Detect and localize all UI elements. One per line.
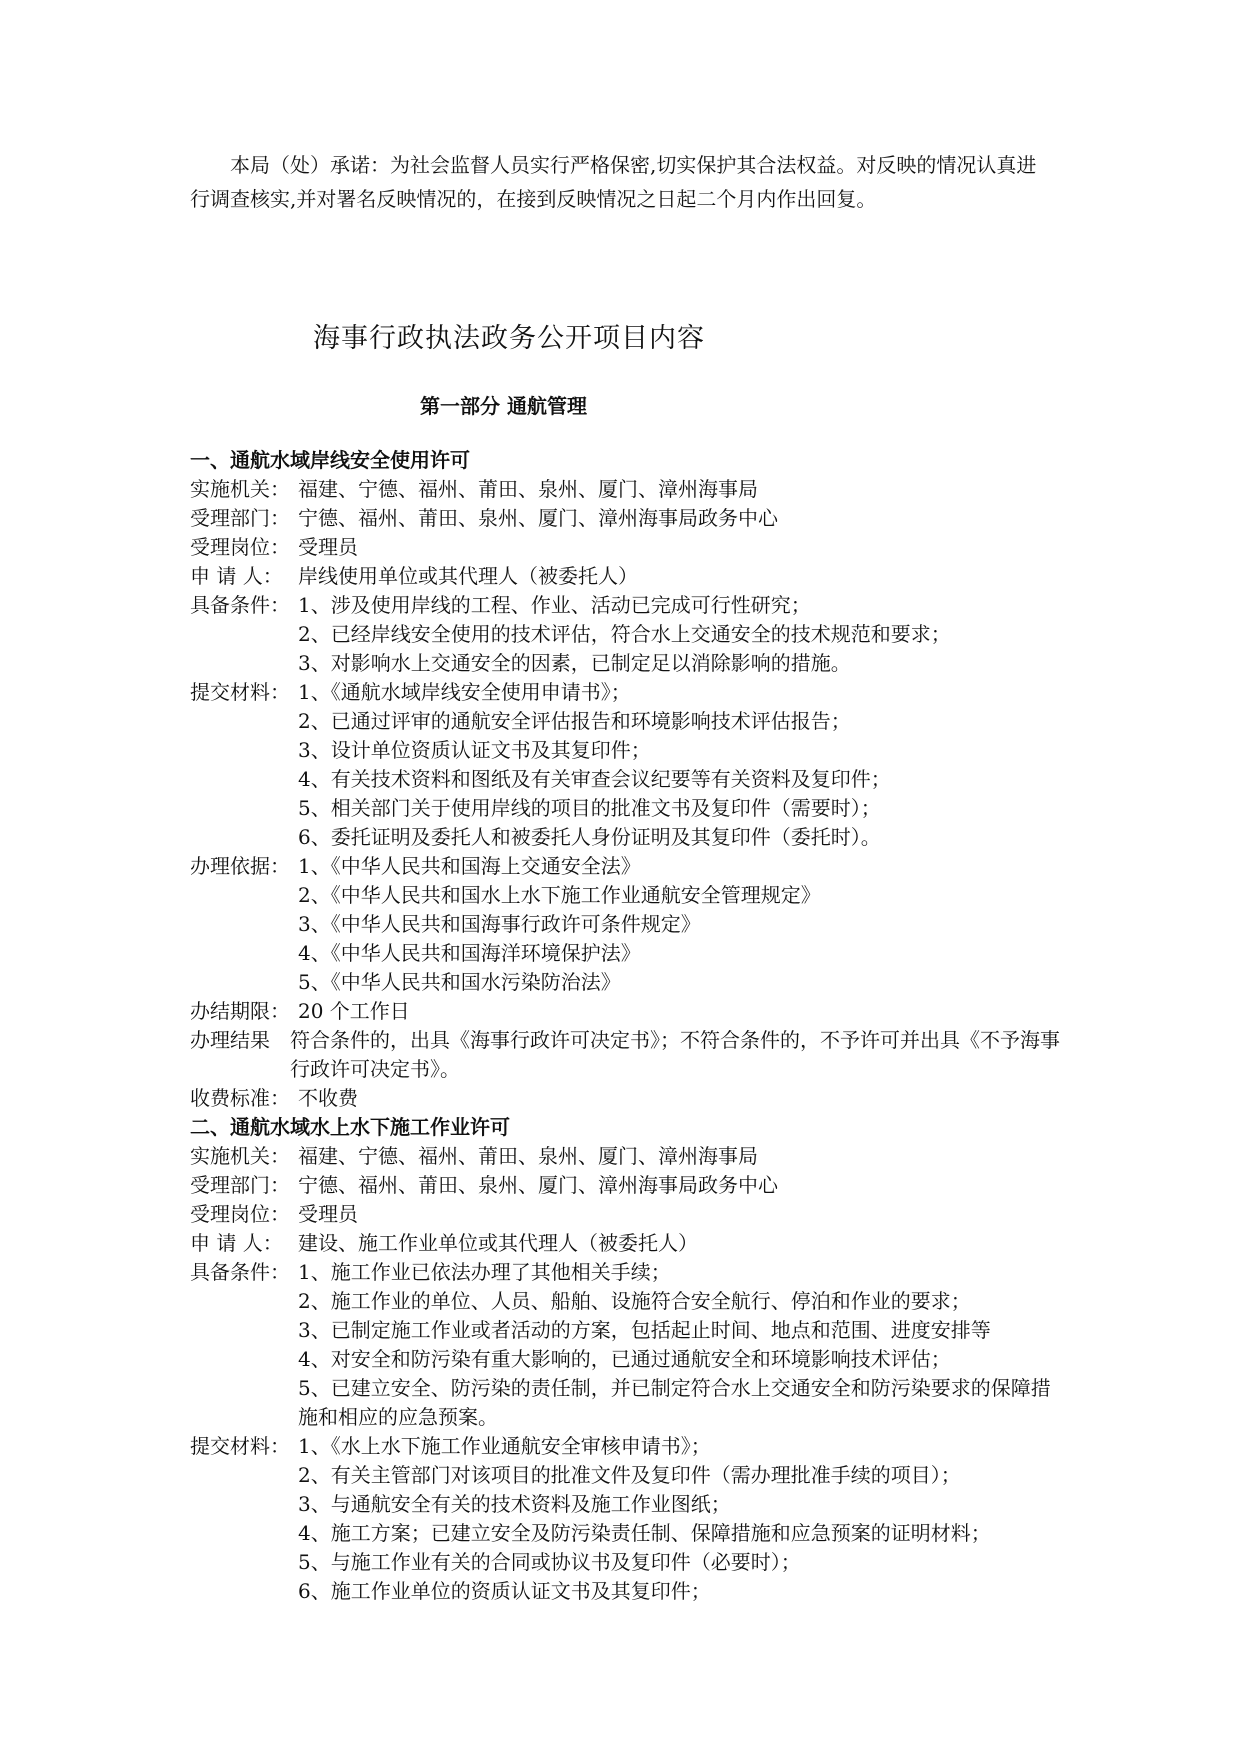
field-value: 受理员 — [298, 535, 358, 559]
field-label: 具备条件： — [190, 593, 290, 617]
field-conditions — [190, 1258, 1060, 1432]
list-item: 6、施工作业单位的资质认证文书及其复印件； — [298, 1579, 711, 1603]
list-item: 2、已经岸线安全使用的技术评估，符合水上交通安全的技术规范和要求； — [298, 622, 951, 646]
list-item: 1、《水上水下施工作业通航安全审核申请书》； — [298, 1434, 711, 1458]
field-label: 受理部门： — [190, 1173, 290, 1197]
list-item: 5、已建立安全、防污染的责任制，并已制定符合水上交通安全和防污染要求的保障措施和相应的应急预案。 — [298, 1376, 1051, 1429]
field-value: 不收费 — [298, 1086, 358, 1110]
intro-paragraph: 本局（处）承诺：为社会监督人员实行严格保密,切实保护其合法权益。对反映的情况认真进行调查核实,并对署名反映情况的，在接到反映情况之日起二个月内作出回复。 — [190, 153, 1037, 211]
field-fee — [190, 1084, 1060, 1113]
section-title: 二、通航水域水上水下施工作业许可 — [190, 1115, 510, 1139]
field-applicant — [190, 1229, 1060, 1258]
list-item: 3、已制定施工作业或者活动的方案，包括起止时间、地点和范围、进度安排等 — [298, 1318, 991, 1342]
field-label: 申 请 人： — [190, 1231, 283, 1255]
list-item: 5、《中华人民共和国水污染防治法》 — [298, 970, 621, 994]
list-item: 3、《中华人民共和国海事行政许可条件规定》 — [298, 912, 701, 936]
field-label: 提交材料： — [190, 1434, 290, 1458]
field-value: 宁德、福州、莆田、泉州、厦门、漳州海事局政务中心 — [298, 506, 778, 530]
field-label: 办理结果 — [190, 1028, 270, 1052]
conditions-list — [298, 1258, 1060, 1432]
list-item: 1、涉及使用岸线的工程、作业、活动已完成可行性研究； — [298, 593, 811, 617]
list-item: 1、施工作业已依法办理了其他相关手续； — [298, 1260, 671, 1284]
field-result — [190, 1026, 1060, 1084]
field-label: 受理岗位： — [190, 1202, 290, 1226]
list-item: 1、《中华人民共和国海上交通安全法》 — [298, 854, 641, 878]
field-conditions — [190, 591, 1060, 678]
field-org — [190, 475, 1060, 504]
conditions-list — [298, 591, 1060, 678]
field-materials — [190, 678, 1060, 852]
list-item: 5、与施工作业有关的合同或协议书及复印件（必要时）； — [298, 1550, 801, 1574]
field-value: 建设、施工作业单位或其代理人（被委托人） — [298, 1231, 698, 1255]
list-item: 2、《中华人民共和国水上水下施工作业通航安全管理规定》 — [298, 883, 821, 907]
field-materials — [190, 1432, 1060, 1606]
list-item: 4、《中华人民共和国海洋环境保护法》 — [298, 941, 641, 965]
field-label: 具备条件： — [190, 1260, 290, 1284]
field-value: 岸线使用单位或其代理人（被委托人） — [298, 564, 638, 588]
field-dept — [190, 504, 1060, 533]
field-label: 提交材料： — [190, 680, 290, 704]
field-post — [190, 1200, 1060, 1229]
field-applicant — [190, 562, 1060, 591]
materials-list — [298, 678, 1060, 852]
list-item: 5、相关部门关于使用岸线的项目的批准文书及复印件（需要时）； — [298, 796, 881, 820]
field-value: 宁德、福州、莆田、泉州、厦门、漳州海事局政务中心 — [298, 1173, 778, 1197]
field-value: 福建、宁德、福州、莆田、泉州、厦门、漳州海事局 — [298, 477, 758, 501]
field-label: 实施机关： — [190, 1144, 290, 1168]
list-item: 2、有关主管部门对该项目的批准文件及复印件（需办理批准手续的项目）； — [298, 1463, 961, 1487]
field-post — [190, 533, 1060, 562]
field-label: 实施机关： — [190, 477, 290, 501]
field-value: 受理员 — [298, 1202, 358, 1226]
document-body — [190, 446, 1060, 1606]
field-dept — [190, 1171, 1060, 1200]
field-label: 办结期限： — [190, 999, 290, 1023]
field-label: 申 请 人： — [190, 564, 283, 588]
part-title: 第一部分 通航管理 — [420, 394, 587, 418]
list-item: 1、《通航水域岸线安全使用申请书》； — [298, 680, 631, 704]
basis-list — [298, 852, 1060, 997]
list-item: 6、委托证明及委托人和被委托人身份证明及其复印件（委托时）。 — [298, 825, 881, 849]
field-basis — [190, 852, 1060, 997]
section-title: 一、通航水域岸线安全使用许可 — [190, 448, 470, 472]
field-label: 办理依据： — [190, 854, 290, 878]
field-label: 受理岗位： — [190, 535, 290, 559]
list-item: 4、有关技术资料和图纸及有关审查会议纪要等有关资料及复印件； — [298, 767, 891, 791]
field-value: 符合条件的，出具《海事行政许可决定书》；不符合条件的，不予许可并出具《不予海事行政许可决定书》。 — [290, 1028, 1060, 1081]
list-item: 3、与通航安全有关的技术资料及施工作业图纸； — [298, 1492, 731, 1516]
list-item: 3、对影响水上交通安全的因素，已制定足以消除影响的措施。 — [298, 651, 851, 675]
list-item: 4、对安全和防污染有重大影响的，已通过通航安全和环境影响技术评估； — [298, 1347, 951, 1371]
field-period — [190, 997, 1060, 1026]
field-value: 20 个工作日 — [298, 999, 410, 1023]
field-label: 受理部门： — [190, 506, 290, 530]
list-item: 4、施工方案；已建立安全及防污染责任制、保障措施和应急预案的证明材料； — [298, 1521, 991, 1545]
list-item: 3、设计单位资质认证文书及其复印件； — [298, 738, 651, 762]
list-item: 2、已通过评审的通航安全评估报告和环境影响技术评估报告； — [298, 709, 851, 733]
document-title: 海事行政执法政务公开项目内容 — [313, 323, 705, 354]
field-label: 收费标准： — [190, 1086, 290, 1110]
field-org — [190, 1142, 1060, 1171]
materials-list — [298, 1432, 1060, 1606]
field-value: 福建、宁德、福州、莆田、泉州、厦门、漳州海事局 — [298, 1144, 758, 1168]
list-item: 2、施工作业的单位、人员、船舶、设施符合安全航行、停泊和作业的要求； — [298, 1289, 971, 1313]
